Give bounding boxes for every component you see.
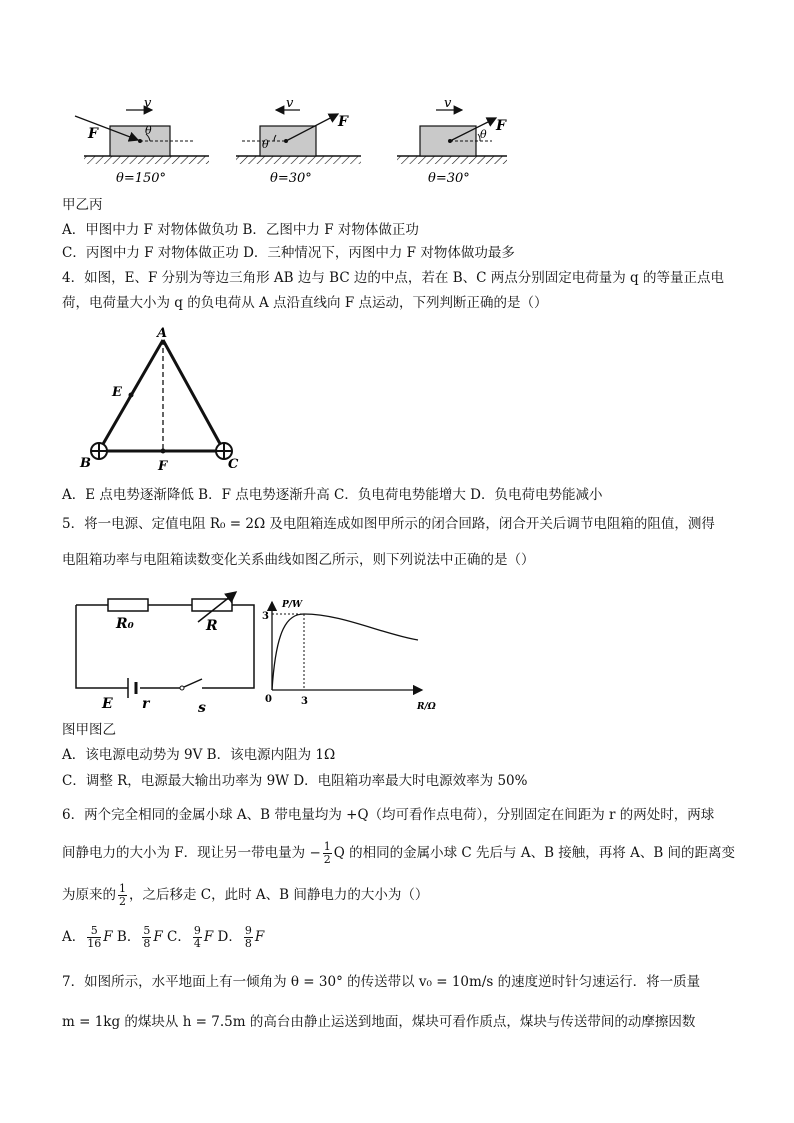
q5-stem-line1: 5．将一电源、定值电阻 R₀ = 2Ω 及电阻箱连成如图甲所示的闭合回路，闭合开关后调节电阻箱的阻值，测得 (62, 516, 715, 532)
option-b: B． $\frac{5}{8}$ F (116, 924, 163, 950)
velocity-label: v (144, 96, 152, 111)
figure-labels: 甲乙丙 (62, 197, 103, 213)
force-work-figure (70, 96, 510, 188)
power-graph (262, 594, 444, 718)
triangle-figure (78, 324, 248, 474)
panel-caption: θ=30° (428, 171, 470, 186)
switch-label: s (198, 700, 206, 716)
force-label: F (88, 126, 98, 142)
q4-options: A．E 点电势逐渐降低 B．F 点电势逐渐升高 C．负电荷电势能增大 D．负电荷电势能减小 (62, 487, 603, 503)
angle-label: θ (262, 138, 269, 151)
x-tick-label: 3 (301, 696, 308, 707)
velocity-label: v (286, 96, 294, 111)
option-d: D． $\frac{9}{8}$ F (217, 924, 265, 950)
q3-options-ab: A．甲图中力 F 对物体做负功 B．乙图中力 F 对物体做正功 (62, 222, 419, 238)
point-a-label: A (157, 326, 168, 341)
r-label: R (206, 618, 218, 634)
q4-stem-line1: 4．如图，E、F 分别为等边三角形 AB 边与 BC 边的中点，若在 B、C 两点分别固定电荷量为 q 的等量正点电 (62, 270, 724, 286)
point-f-label: F (158, 459, 168, 474)
q6-options (62, 925, 264, 950)
internal-r-label: r (142, 696, 150, 712)
angle-label: θ (480, 128, 487, 141)
q7-stem-line2: m = 1kg 的煤块从 h = 7.5m 的高台由静止运送到地面，煤块可看作质点，煤块与传送带间的动摩擦因数 (62, 1014, 696, 1030)
r0-label: R₀ (116, 616, 134, 632)
panel-jia (75, 96, 209, 186)
q5-options-ab: A．该电源电动势为 9V B．该电源内阻为 1Ω (62, 747, 336, 763)
charge-b (91, 443, 107, 459)
q3-options-cd: C．丙图中力 F 对物体做正功 D．三种情况下，丙图中力 F 对物体做功最多 (62, 245, 515, 261)
y-tick-label: 3 (262, 611, 269, 622)
q6-stem-line3: 为原来的 $\frac{1}{2}$ ，之后移走 C，此时 A、B 间静电力的大小为（） (62, 882, 429, 908)
fraction: $\frac{1}{2}$ (119, 882, 126, 908)
option-c: C． $\frac{9}{4}$ F (167, 924, 214, 950)
fraction: $\frac{1}{2}$ (323, 840, 331, 866)
velocity-label: v (444, 96, 452, 111)
option-a: A． $\frac{5}{16}$ F (62, 924, 113, 950)
q4-stem-line2: 荷，电荷量大小为 q 的负电荷从 A 点沿直线向 F 点运动，下列判断正确的是（） (62, 295, 548, 311)
angle-label: θ (145, 124, 152, 137)
q7-stem-line1: 7．如图所示，水平地面上有一倾角为 θ = 30° 的传送带以 v₀ = 10m/s 的速度逆时针匀速运行．将一质量 (62, 974, 701, 990)
point-e-label: E (112, 385, 122, 400)
x-axis-label: R/Ω (417, 702, 436, 712)
y-axis-label: P/W (282, 600, 303, 610)
panel-yi (236, 96, 361, 186)
e-label: E (102, 696, 113, 712)
q5-stem-line2: 电阻箱功率与电阻箱读数变化关系曲线如图乙所示，则下列说法中正确的是（） (62, 552, 535, 568)
q6-stem-line1: 6．两个完全相同的金属小球 A、B 带电量均为 +Q（均可看作点电荷），分别固定在间距为 r 的两处时，两球 (62, 807, 715, 823)
panel-caption: θ=30° (270, 171, 312, 186)
q6-stem-line2: 间静电力的大小为 F．现让另一带电量为 − $\frac{1}{2}$ Q 的相同的金属小球 C 先后与 A、B 接触，再将 A、B 间的距离变 (62, 840, 736, 866)
point-c-label: C (228, 457, 239, 472)
q5-figure-labels: 图甲图乙 (62, 722, 116, 738)
point-b-label: B (80, 456, 91, 471)
force-label: F (496, 118, 506, 134)
panel-caption: θ=150° (116, 171, 167, 186)
circuit-diagram (70, 590, 262, 720)
origin-label: 0 (265, 694, 272, 705)
force-label: F (338, 114, 348, 130)
q5-options-cd: C．调整 R，电源最大输出功率为 9W D．电阻箱功率最大时电源效率为 50% (62, 773, 528, 789)
panel-bing (397, 96, 507, 186)
